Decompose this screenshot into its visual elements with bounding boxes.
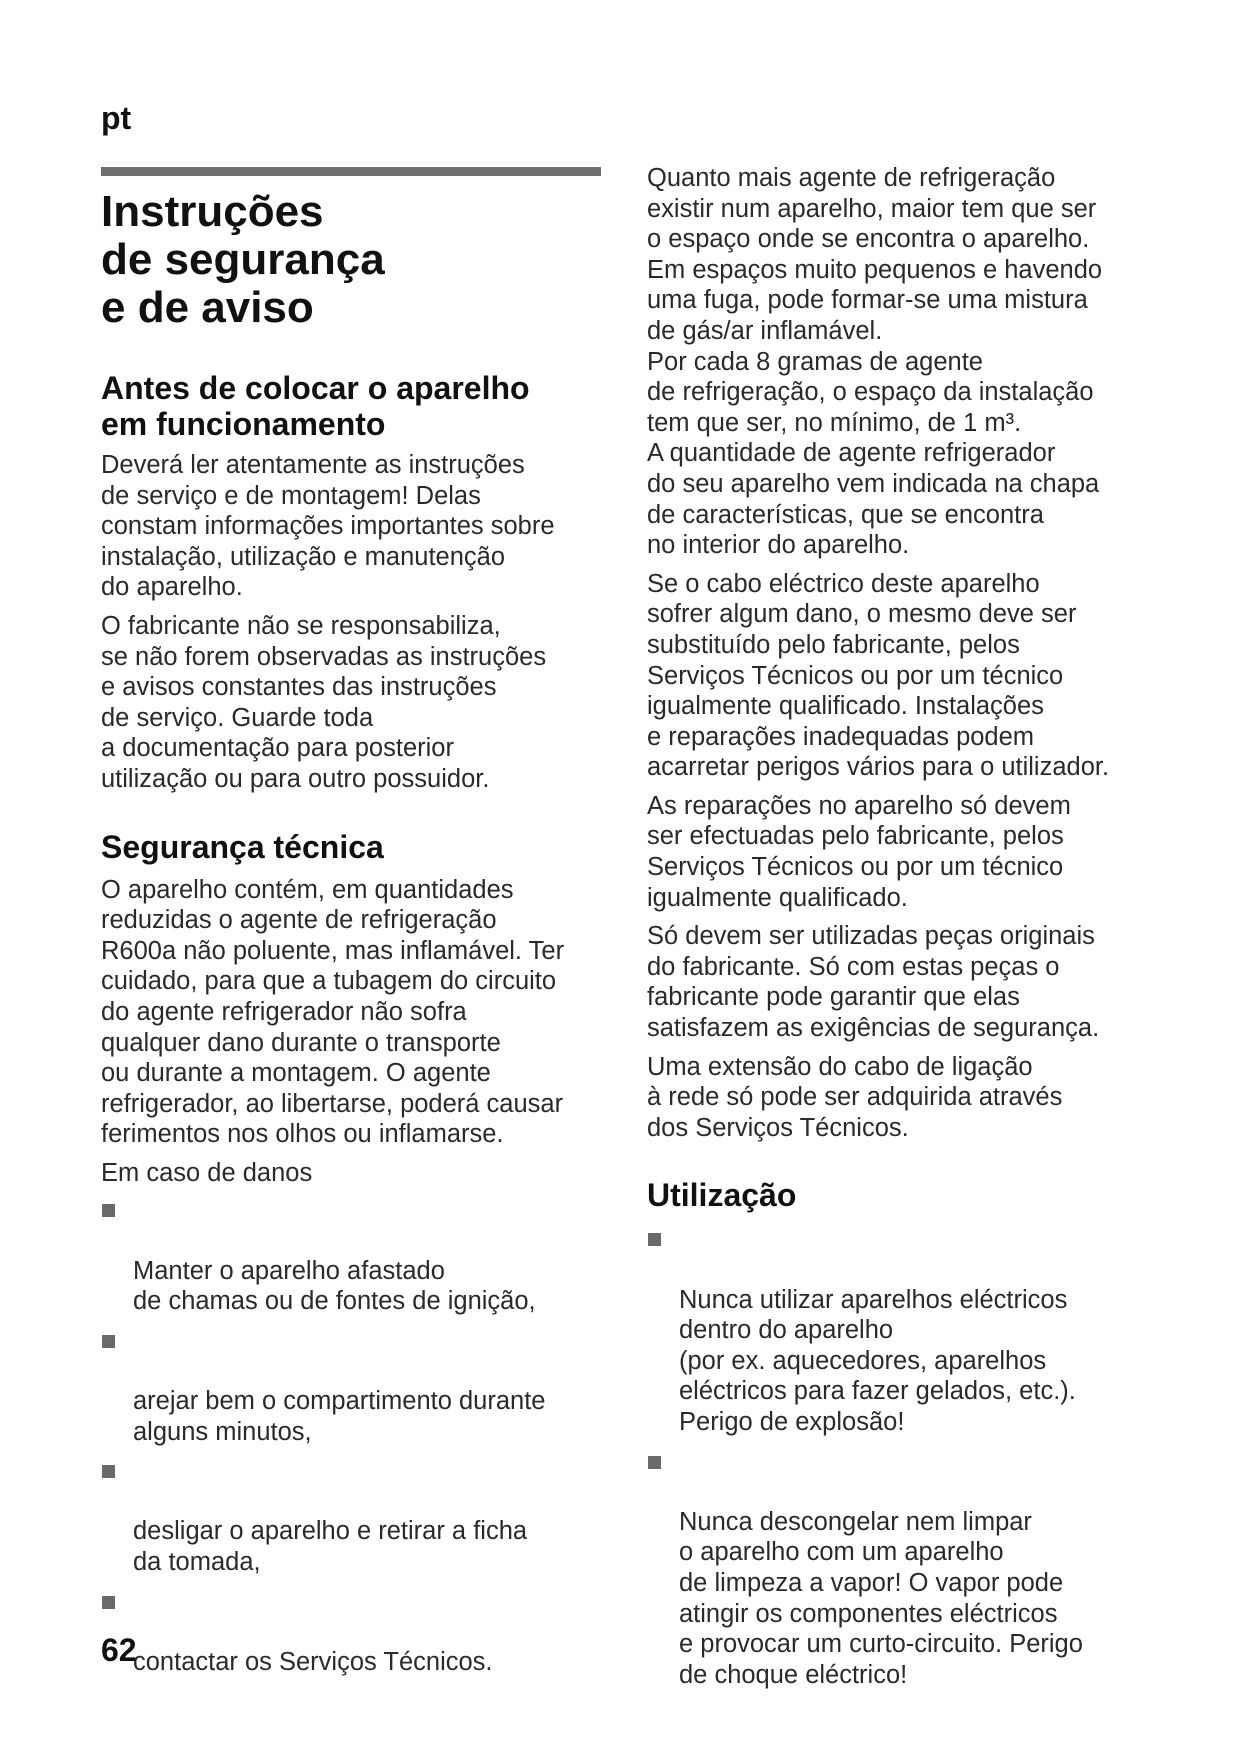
list-item [101, 1194, 611, 1316]
cable-damage-paragraph: Se o cabo eléctrico deste aparelho sofrer algum dano, o mesmo deve ser substituído pelo fabricante, pelos Serviços Técnicos ou por um técnico igualmente qualificado. Instalações e reparações inadequadas podem acarretar perigos vários para o utilizador. [647, 569, 1110, 782]
list-item-text: arejar bem o compartimento durante alguns minutos, [133, 1387, 546, 1446]
before-use-paragraph-2: O fabricante não se responsabiliza, se não forem observadas as instruções e avisos constantes das instruções de serviço. Guarde toda a documentação para posterior utilização ou para outro possuidor. [101, 611, 547, 793]
left-column [101, 188, 611, 1677]
square-bullet-icon [102, 1596, 115, 1609]
list-item-text: Manter o aparelho afastado de chamas ou de fontes de ignição, [133, 1256, 536, 1316]
square-bullet-icon [102, 1465, 115, 1478]
right-column [647, 163, 1167, 1690]
square-bullet-icon [102, 1204, 115, 1217]
repairs-paragraph: As reparações no aparelho só devem ser efectuadas pelo fabricante, pelos Serviços Técnicos ou por um técnico igualmente qualificado. [647, 791, 1071, 912]
list-item [101, 1325, 611, 1447]
square-bullet-icon [102, 1335, 115, 1348]
list-item-text: Nunca descongelar nem limpar o aparelho com um aparelho de limpeza a vapor! O vapor pode atingir os componentes eléctricos e provocar um curto-circuito. Perigo de choque eléctrico! [679, 1507, 1083, 1689]
heading-tech-safety: Segurança técnica [101, 828, 384, 865]
list-item [647, 1446, 1167, 1691]
list-item-text: Nunca utilizar aparelhos eléctricos dentro do aparelho (por ex. aquecedores, aparelhos eléctricos para fazer gelados, etc.). Perigo de explosão! [679, 1285, 1076, 1436]
list-item [647, 1223, 1167, 1437]
extension-cable-paragraph: Uma extensão do cabo de ligação à rede só pode ser adquirida através dos Serviços Técnicos. [647, 1052, 1063, 1142]
refrigerant-paragraph: Quanto mais agente de refrigeração existir num aparelho, maior tem que ser o espaço onde se encontra o aparelho. Em espaços muito pequenos e havendo uma fuga, pode formar-se uma mistura de gás/ar inflamável. Por cada 8 gramas de agente de refrigeração, o espaço da instalação tem que ser, no mínimo, de 1 m³. A quantidade de agente refrigerador do seu aparelho vem indicada na chapa de características, que se encontra no interior do aparelho. [647, 164, 1103, 560]
list-item [101, 1455, 611, 1577]
tech-safety-paragraph: O aparelho contém, em quantidades reduzidas o agente de refrigeração R600a não poluente, mas inflamável. Ter cuidado, para que a tubagem do circuito do agente refrigerador não sofra qualquer dano durante o transporte ou durante a montagem. O agente refrigerador, ao libertarse, poderá causar ferimentos nos olhos ou inflamarse. [101, 875, 565, 1149]
page-title: Instruções de segurança e de aviso [101, 187, 385, 332]
damage-intro: Em caso de danos [101, 1158, 313, 1187]
usage-list [647, 1223, 1167, 1690]
square-bullet-icon [648, 1233, 661, 1246]
before-use-paragraph-1: Deverá ler atentamente as instruções de serviço e de montagem! Delas constam informações importantes sobre instalação, utilização e manutenção do aparelho. [101, 451, 555, 602]
original-parts-paragraph: Só devem ser utilizadas peças originais do fabricante. Só com estas peças o fabricante pode garantir que elas satisfazem as exigências de segurança. [647, 922, 1100, 1043]
heading-usage: Utilização [647, 1177, 797, 1214]
list-item-text: contactar os Serviços Técnicos. [133, 1647, 493, 1676]
heading-before-use: Antes de colocar o aparelho em funcionamento [101, 370, 530, 442]
square-bullet-icon [648, 1456, 661, 1469]
section-rule [101, 167, 601, 176]
page-number: 62 [101, 1632, 137, 1668]
language-code: pt [101, 100, 132, 136]
list-item-text: desligar o aparelho e retirar a ficha da tomada, [133, 1517, 528, 1576]
damage-list [101, 1194, 611, 1677]
list-item [101, 1586, 611, 1678]
